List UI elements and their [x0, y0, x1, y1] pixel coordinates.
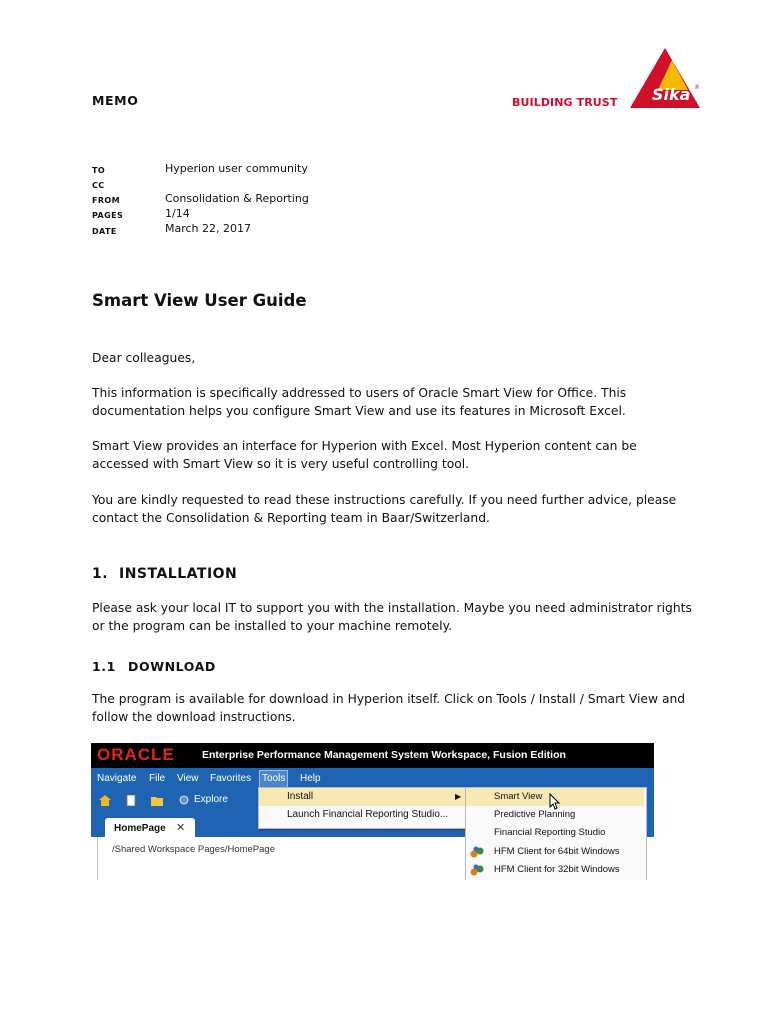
field-value-date: March 22, 2017	[165, 222, 252, 235]
home-icon[interactable]	[99, 795, 111, 806]
subsection-number: 1.1	[92, 659, 116, 674]
section-title: INSTALLATION	[119, 566, 238, 582]
sika-logo	[628, 46, 702, 110]
paragraph-installation: Please ask your local IT to support you with the installation. Maybe you need administrator rights or the program can be installed to your machine remotely.	[92, 601, 692, 633]
explore-button[interactable]: Explore	[194, 794, 228, 805]
subsection-title: DOWNLOAD	[128, 659, 216, 674]
open-folder-icon[interactable]	[151, 795, 163, 806]
field-value-to: Hyperion user community	[165, 162, 308, 175]
field-value-from: Consolidation & Reporting	[165, 192, 309, 205]
menu-view[interactable]: View	[177, 773, 199, 784]
menu-item-launch-frs[interactable]: Launch Financial Reporting Studio...	[287, 809, 449, 820]
paragraph-interface: Smart View provides an interface for Hyperion with Excel. Most Hyperion content can be accessed with Smart View so it is very useful controlling tool.	[92, 439, 637, 471]
section-number: 1.	[92, 566, 109, 582]
paragraph-contact: You are kindly requested to read these instructions carefully. If you need further advice, please contact the Consolidation & Reporting team in Baar/Switzerland.	[92, 493, 677, 525]
field-value-pages: 1/14	[165, 207, 190, 220]
menu-item-smart-view[interactable]: Smart View	[466, 788, 644, 806]
document-title: Smart View User Guide	[92, 291, 307, 310]
paragraph-intro: This information is specifically addressed to users of Oracle Smart View for Office. This documentation helps you configure Smart View and use its features in Microsoft Excel.	[92, 386, 627, 418]
new-document-icon[interactable]	[125, 795, 137, 806]
field-label-date: DATE	[92, 227, 117, 236]
menu-tools[interactable]: Tools	[259, 770, 288, 788]
hfm-client-icon	[470, 864, 484, 876]
explore-icon[interactable]	[178, 795, 190, 806]
workspace-title: Enterprise Performance Management System Workspace, Fusion Edition	[202, 749, 566, 761]
memo-label: MEMO	[92, 93, 139, 108]
menu-item-install[interactable]: Install ▶	[259, 788, 467, 806]
svg-text:®: ®	[694, 84, 700, 91]
brand-tagline: BUILDING TRUST	[512, 96, 618, 109]
subsection-heading-download	[92, 659, 216, 674]
workspace-screenshot	[91, 743, 654, 880]
menu-item-hfm-64[interactable]: HFM Client for 64bit Windows	[466, 843, 644, 861]
mouse-cursor-icon	[549, 793, 561, 811]
hfm-client-icon	[470, 846, 484, 858]
logo-text: Sika	[652, 85, 691, 104]
close-icon[interactable]: ✕	[176, 821, 186, 834]
menu-file[interactable]: File	[149, 773, 166, 784]
submenu-arrow-icon: ▶	[455, 792, 462, 801]
field-label-to: TO	[92, 166, 106, 175]
field-label-from: FROM	[92, 196, 120, 205]
oracle-logo: ORACLE	[97, 745, 175, 764]
field-label-cc: CC	[92, 181, 105, 190]
menu-item-hfm-32[interactable]: HFM Client for 32bit Windows	[466, 861, 644, 879]
tab-homepage-label: HomePage	[114, 823, 166, 834]
field-label-pages: PAGES	[92, 211, 124, 220]
breadcrumb: /Shared Workspace Pages/HomePage	[112, 844, 275, 855]
section-heading-installation	[92, 566, 237, 582]
menu-help[interactable]: Help	[300, 773, 321, 784]
menu-favorites[interactable]: Favorites	[210, 773, 252, 784]
greeting: Dear colleagues,	[92, 351, 196, 365]
menu-item-predictive-planning[interactable]: Predictive Planning	[494, 809, 576, 820]
paragraph-download: The program is available for download in Hyperion itself. Click on Tools / Install / Smart View and follow the download instructions.	[92, 692, 686, 724]
menu-navigate[interactable]: Navigate	[97, 773, 137, 784]
menu-item-frs[interactable]: Financial Reporting Studio	[494, 827, 606, 838]
